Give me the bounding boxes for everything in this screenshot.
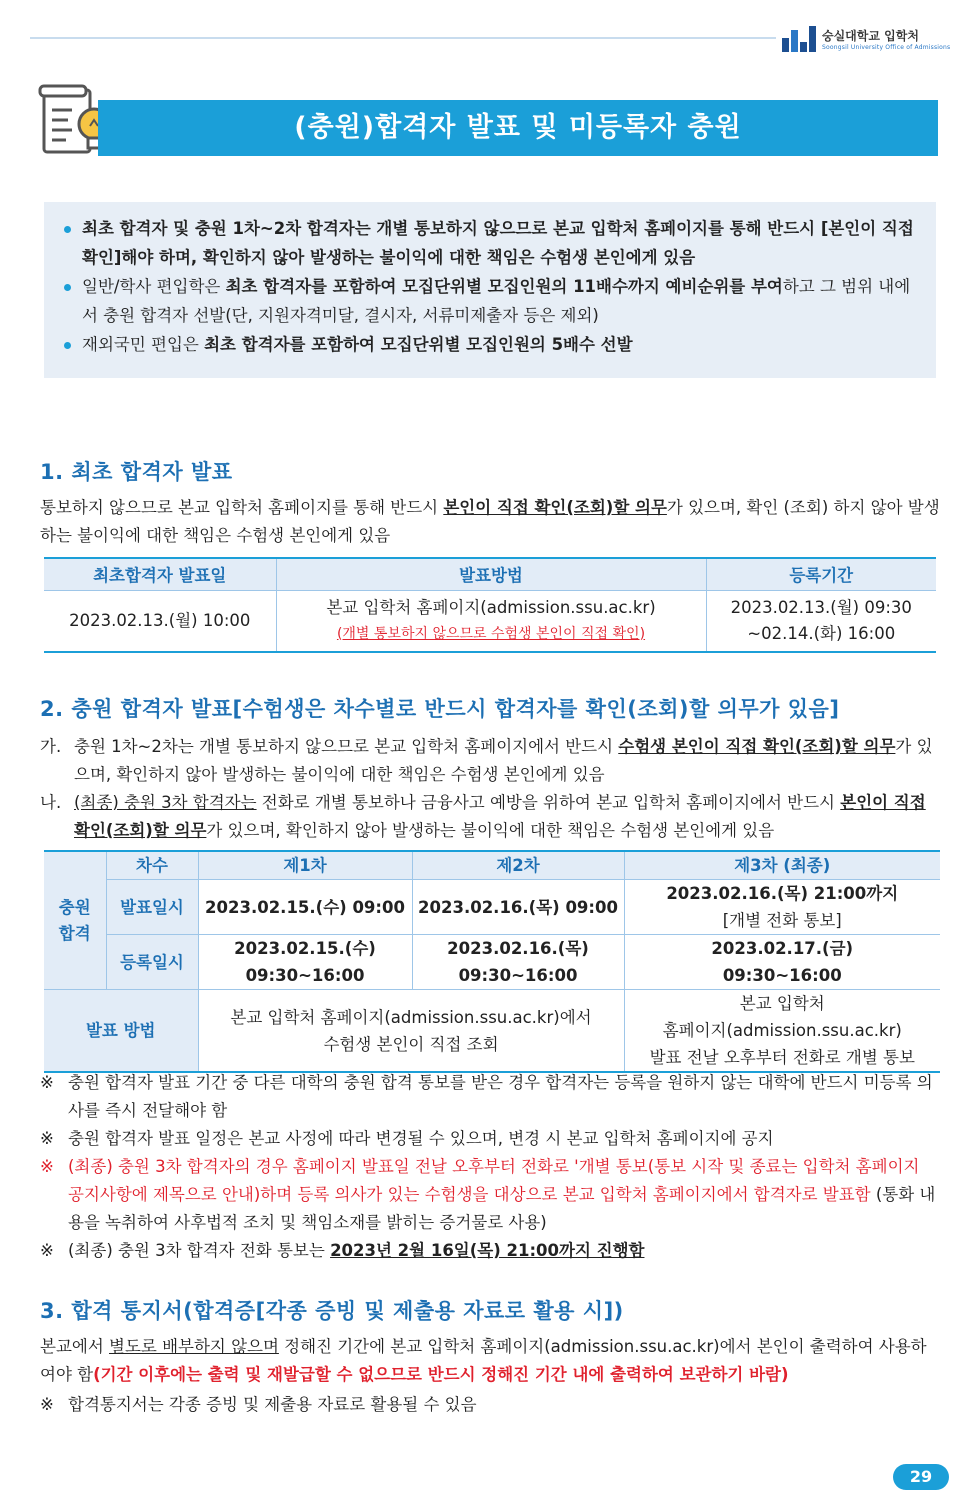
announce-note: [개별 전화 통보] xyxy=(722,911,842,930)
note-marker: ※ xyxy=(40,1073,54,1092)
note-marker: ※ xyxy=(40,1157,54,1176)
section3-heading: 3. 합격 통지서(합격증[각종 증빙 및 제출용 자료로 활용 시]) xyxy=(40,1299,624,1323)
bullet-icon xyxy=(64,284,71,291)
notice-text-bold: 최초 합격자를 포함하여 모집단위별 모집인원의 5배수 선발 xyxy=(204,335,633,354)
note-marker: ※ xyxy=(40,1395,54,1414)
section2-heading: 2. 충원 합격자 발표[수험생은 차수별로 반드시 합격자를 확인(조회)할 의무가 있음] xyxy=(40,697,840,721)
para-text: 가 있으며, 확인 (조회) 하지 않아 발생하는 불이익에 대한 책임은 수험생 본인에게 있음 xyxy=(40,498,940,545)
item-marker: 나. xyxy=(40,793,62,812)
announce-round-2: 2023.02.16.(목) 09:00 xyxy=(412,880,624,935)
method-note: (개별 통보하지 않으므로 수험생 본인이 직접 확인) xyxy=(336,625,646,642)
note-item xyxy=(40,1237,940,1265)
column-label: 차수 xyxy=(106,851,198,880)
note-text-alert: (최종) 충원 3차 합격자의 경우 홈페이지 발표일 전날 오후부터 전화로 '개별 통보(통보 시작 및 종료는 입학처 홈페이지 공지사항에 제목으로 안내)하며 등록 의사가 있는 수험생을 대상으로 본교 입학처 홈페이지에서 합격자로 발표함 xyxy=(68,1157,920,1204)
page-title: (충원)합격자 발표 및 미등록자 충원 xyxy=(294,112,742,143)
logo-text: 숭실대학교 입학처 xyxy=(822,29,919,43)
table-header: 발표방법 xyxy=(276,558,706,590)
method-text: 발표 전날 오후부터 전화로 개별 통보 xyxy=(649,1048,915,1067)
row-label-register: 등록일시 xyxy=(106,935,198,990)
ssu-logo-icon xyxy=(782,26,816,52)
announce-time: 2023.02.16.(목) 21:00까지 xyxy=(666,884,899,903)
para-text: 가 있으며, 확인하지 않아 발생하는 불이익에 대한 책임은 수험생 본인에게 있음 xyxy=(74,737,933,784)
para-text-alert: (기간 이후에는 출력 및 재발급할 수 없으므로 반드시 정해진 기간 내에 출력하여 보관하기 바람) xyxy=(93,1365,789,1384)
register-round-1 xyxy=(198,935,412,990)
group-label: 충원 합격 xyxy=(44,851,106,990)
method-text: 본교 입학처 xyxy=(739,994,825,1013)
note-text: 충원 합격자 발표 기간 중 다른 대학의 충원 합격 통보를 받은 경우 합격자는 등록을 원하지 않는 대학에 반드시 미등록 의사를 즉시 전달해야 함 xyxy=(68,1073,933,1120)
method-text: 수험생 본인이 직접 조회 xyxy=(323,1034,499,1054)
reg-end: ~02.14.(화) 16:00 xyxy=(747,623,896,643)
note-text: (최종) 충원 3차 합격자 전화 통보는 xyxy=(68,1241,331,1260)
para-text-underline: 본인이 직접 확인(조회)할 의무 xyxy=(443,498,667,517)
section2-notes xyxy=(40,1069,940,1265)
note-item xyxy=(40,1125,940,1153)
para-text-underline: 수험생 본인이 직접 확인(조회)할 의무 xyxy=(618,737,896,756)
note-text-underline: 2023년 2월 16일(목) 21:00까지 진행함 xyxy=(330,1241,645,1260)
round-header: 제3차 (최종) xyxy=(624,851,940,880)
note-text: 합격통지서는 각종 증빙 및 제출용 자료로 활용될 수 있음 xyxy=(68,1395,477,1414)
notice-text: 최초 합격자 및 충원 1차~2차 합격자는 개별 통보하지 않으므로 본교 입학처 홈페이지를 통해 반드시 [본인이 직접 확인]해야 하며, 확인하지 않아 발생하는 불이익에 대한 책임은 수험생 본인에게 있음 xyxy=(82,219,914,267)
para-text: 정해진 기간에 본교 입학처 홈페이지(admission.ssu.ac.kr)에서 본인이 출력하여 사용하여야 함 xyxy=(40,1337,927,1384)
method-text: 본교 입학처 홈페이지(admission.ssu.ac.kr) xyxy=(326,597,656,617)
method-text: 본교 입학처 홈페이지(admission.ssu.ac.kr)에서 xyxy=(230,1007,592,1027)
additional-admission-table xyxy=(44,850,940,1073)
university-logo xyxy=(782,24,952,54)
section2-item-ga xyxy=(40,733,940,789)
logo-subtext: Soongsil University Office of Admissions xyxy=(822,44,951,51)
item-marker: 가. xyxy=(40,737,62,756)
method-label: 발표 방법 xyxy=(44,990,198,1073)
notice-item xyxy=(64,330,914,359)
notice-text-bold: 최초 합격자를 포함하여 모집단위별 모집인원의 11배수까지 예비순위를 부여 xyxy=(225,277,783,296)
register-round-3 xyxy=(624,935,940,990)
row-label-announce: 발표일시 xyxy=(106,880,198,935)
note-marker: ※ xyxy=(40,1129,54,1148)
section2-item-na xyxy=(40,789,940,845)
reg-start: 2023.02.13.(월) 09:30 xyxy=(730,597,912,617)
registration-period xyxy=(706,590,936,652)
notice-text: 하고 그 범위 내에서 충원 합격자 선발(단, 지원자격미달, 결시자, 서류미제출자 등은 제외) xyxy=(82,277,911,325)
para-text: 본교에서 xyxy=(40,1337,110,1356)
para-text: 전화로 개별 통보하나 금융사고 예방을 위하여 본교 입학처 홈페이지에서 반드시 xyxy=(256,793,841,812)
notice-box xyxy=(44,202,936,378)
table-header: 최초합격자 발표일 xyxy=(44,558,276,590)
round-header: 제2차 xyxy=(412,851,624,880)
announcement-method xyxy=(276,590,706,652)
note-text: (통화 내용을 녹취하여 사후법적 조치 및 책임소재를 밝히는 증거물로 사용) xyxy=(68,1185,936,1232)
note-item xyxy=(40,1153,940,1237)
para-text-underline: 본인이 직접 확인(조회)할 의무 xyxy=(74,793,926,840)
register-round-2 xyxy=(412,935,624,990)
bullet-icon xyxy=(64,226,71,233)
para-text-underline: 별도로 배부하지 않으며 xyxy=(109,1337,279,1356)
section1-paragraph xyxy=(40,494,940,550)
notice-item xyxy=(64,214,914,272)
announce-round-3 xyxy=(624,880,940,935)
announcement-date: 2023.02.13.(월) 10:00 xyxy=(69,610,251,630)
announce-round-1: 2023.02.15.(수) 09:00 xyxy=(198,880,412,935)
section1-heading: 1. 최초 합격자 발표 xyxy=(40,460,233,484)
section3-note xyxy=(40,1391,940,1419)
register-time: 09:30~16:00 xyxy=(458,966,578,985)
register-time: 09:30~16:00 xyxy=(722,966,842,985)
para-text: 통보하지 않으므로 본교 입학처 홈페이지를 통해 반드시 xyxy=(40,498,444,517)
header-rule xyxy=(30,37,776,39)
bullet-icon xyxy=(64,342,71,349)
page-number: 29 xyxy=(893,1464,949,1490)
section3-paragraph xyxy=(40,1333,940,1389)
table-header: 등록기간 xyxy=(706,558,936,590)
note-text: 충원 합격자 발표 일정은 본교 사정에 따라 변경될 수 있으며, 변경 시 본교 입학처 홈페이지에 공지 xyxy=(68,1129,774,1148)
para-text: 충원 1차~2차는 개별 통보하지 않으므로 본교 입학처 홈페이지에서 반드시 xyxy=(74,737,619,756)
note-item xyxy=(40,1069,940,1125)
register-date: 2023.02.17.(금) xyxy=(711,939,854,958)
notice-text: 일반/학사 편입학은 xyxy=(82,277,226,296)
round-header: 제1차 xyxy=(198,851,412,880)
para-text: 가 있으며, 확인하지 않아 발생하는 불이익에 대한 책임은 수험생 본인에게 있음 xyxy=(206,821,775,840)
note-marker: ※ xyxy=(40,1241,54,1260)
register-date: 2023.02.16.(목) xyxy=(447,939,589,958)
notice-text: 재외국민 편입은 xyxy=(82,335,205,354)
method-round-3 xyxy=(624,990,940,1073)
notice-item xyxy=(64,272,914,330)
method-text: 홈페이지(admission.ssu.ac.kr) xyxy=(662,1021,902,1040)
register-time: 09:30~16:00 xyxy=(245,966,365,985)
register-date: 2023.02.15.(수) xyxy=(234,939,376,958)
para-text-underline: (최종) 충원 3차 합격자는 xyxy=(74,793,257,812)
method-rounds-1-2 xyxy=(198,990,624,1073)
initial-announcement-table xyxy=(44,557,936,653)
